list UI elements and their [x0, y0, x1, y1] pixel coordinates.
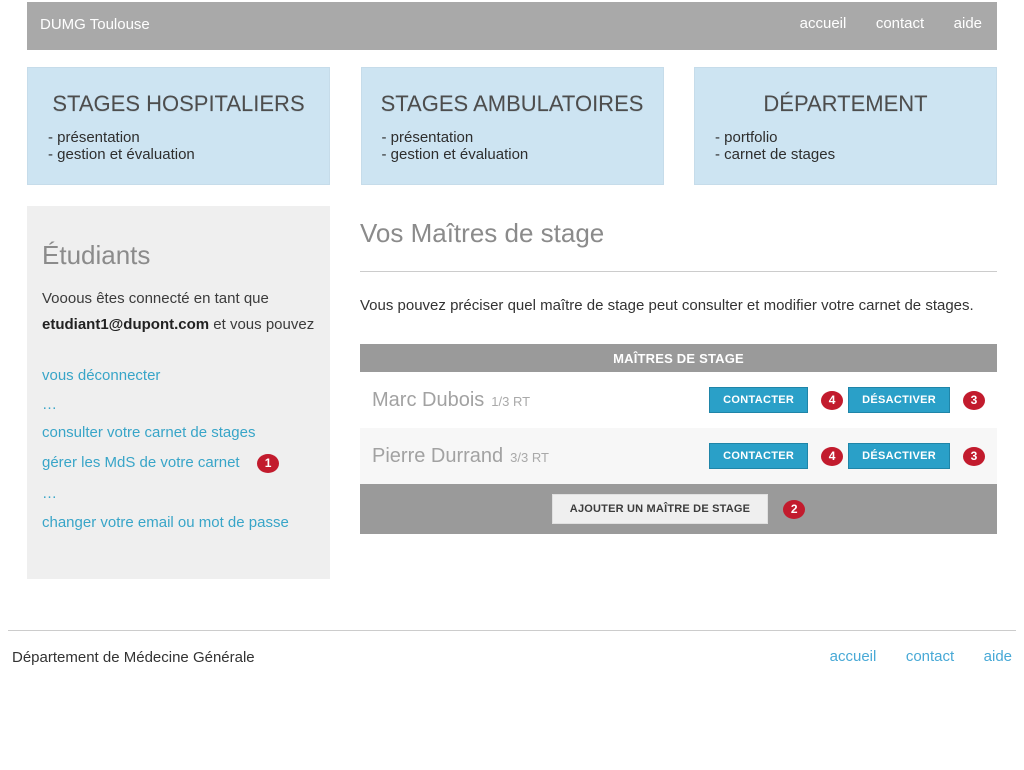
- footer-nav: [805, 648, 1012, 666]
- card-stages-ambulatoires: [361, 67, 664, 185]
- table-row-marc-dubois: [360, 372, 997, 428]
- ellipsis-separator: …: [42, 395, 58, 413]
- footnav-aide[interactable]: aide: [983, 648, 1012, 665]
- user-email: etudiant1@dupont.com: [42, 315, 210, 333]
- mds-meta: 3/3 RT: [510, 449, 549, 465]
- card-link-portfolio[interactable]: - portfolio: [715, 129, 778, 146]
- mds-meta: 1/3 RT: [491, 393, 531, 409]
- view-carnet-link[interactable]: consulter votre carnet de stages: [42, 424, 256, 441]
- step-badge-2: 2: [783, 500, 805, 519]
- card-link-presentation[interactable]: - présentation: [381, 129, 474, 146]
- topnav-contact[interactable]: contact: [875, 15, 925, 32]
- deactivate-button[interactable]: DÉSACTIVER: [848, 443, 950, 469]
- mds-name: Pierre Durrand: [372, 444, 504, 467]
- card-title: STAGES HOSPITALIERS: [52, 91, 305, 116]
- page-footer: [8, 630, 1016, 666]
- main-content: [360, 206, 997, 534]
- topbar-nav: [775, 15, 982, 33]
- card-link-gestion-evaluation[interactable]: - gestion et évaluation: [48, 145, 195, 163]
- table-row-pierre-durrand: [360, 428, 997, 484]
- topbar: [27, 2, 997, 50]
- step-badge-3: 3: [963, 447, 985, 466]
- step-badge-4: 4: [821, 391, 843, 410]
- contact-button[interactable]: CONTACTER: [709, 387, 808, 413]
- table-header: MAÎTRES DE STAGE: [360, 344, 997, 372]
- title-divider: [360, 271, 997, 272]
- step-badge-4: 4: [821, 447, 843, 466]
- logout-link[interactable]: vous déconnecter: [42, 367, 161, 384]
- deactivate-button[interactable]: DÉSACTIVER: [848, 387, 950, 413]
- card-title: STAGES AMBULATOIRES: [380, 91, 644, 116]
- card-link-presentation[interactable]: - présentation: [48, 129, 140, 146]
- mds-name: Marc Dubois: [372, 388, 485, 411]
- footnav-accueil[interactable]: accueil: [829, 648, 877, 665]
- add-mds-button[interactable]: AJOUTER UN MAÎTRE DE STAGE: [552, 494, 768, 524]
- mds-table: [360, 344, 997, 534]
- page-title: Vos Maîtres de stage: [360, 218, 605, 248]
- topnav-aide[interactable]: aide: [953, 15, 982, 32]
- card-link-carnet-de-stages[interactable]: - carnet de stages: [715, 145, 836, 163]
- contact-button[interactable]: CONTACTER: [709, 443, 808, 469]
- change-credentials-link[interactable]: changer votre email ou mot de passe: [42, 513, 289, 531]
- table-footer: [360, 484, 997, 534]
- footer-text: Département de Médecine Générale: [12, 648, 255, 666]
- step-badge-3: 3: [963, 391, 985, 410]
- card-title: DÉPARTEMENT: [763, 91, 928, 116]
- card-link-gestion-evaluation[interactable]: - gestion et évaluation: [381, 145, 529, 163]
- topnav-accueil[interactable]: accueil: [799, 15, 847, 32]
- nav-cards: [27, 67, 997, 185]
- card-departement: [694, 67, 997, 185]
- page-description: Vous pouvez préciser quel maître de stage peut consulter et modifier votre carnet de stages.: [360, 297, 974, 314]
- step-badge-1: 1: [257, 454, 279, 473]
- connected-as-text: Vooous êtes connecté en tant que etudiant1@dupont.com et vous pouvez: [42, 290, 315, 333]
- manage-mds-link[interactable]: gérer les MdS de votre carnet: [42, 453, 240, 471]
- footnav-contact[interactable]: contact: [905, 648, 955, 665]
- site-title[interactable]: DUMG Toulouse: [40, 15, 150, 33]
- ellipsis-separator: …: [42, 485, 58, 502]
- sidebar-title: Étudiants: [42, 240, 151, 270]
- students-sidebar: [27, 206, 330, 579]
- card-stages-hospitaliers: [27, 67, 330, 185]
